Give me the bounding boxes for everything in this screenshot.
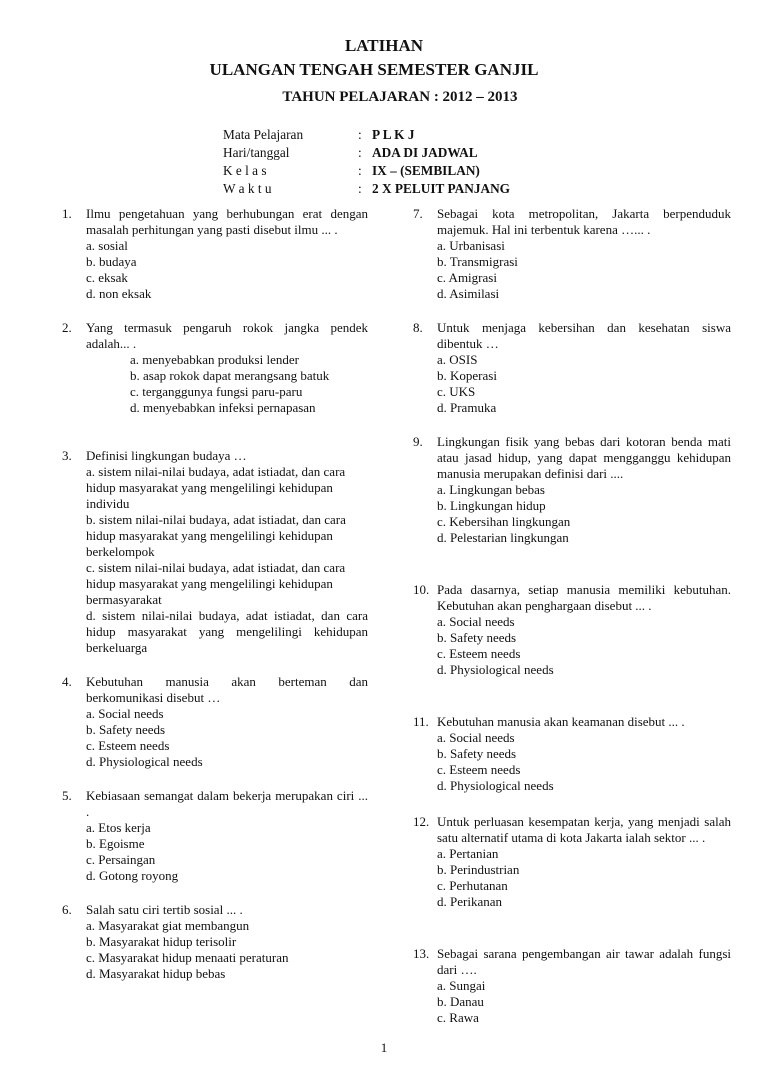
option-b: b. Koperasi bbox=[437, 368, 497, 383]
question-text: Pada dasarnya, setiap manusia memiliki kebutuhan. Kebutuhan akan penghargaan disebut ... . bbox=[437, 582, 731, 613]
question-number: 5. bbox=[62, 788, 72, 803]
info-label: W a k t u bbox=[223, 181, 272, 196]
option-c: c. Rawa bbox=[437, 1010, 479, 1025]
option-c: c. Esteem needs bbox=[86, 738, 170, 753]
question-2 bbox=[62, 320, 368, 448]
option-c: c. Esteem needs bbox=[437, 762, 521, 777]
option-d: d. Physiological needs bbox=[437, 662, 554, 677]
question-text: Lingkungan fisik yang bebas dari kotoran benda mati atau jasad hidup, yang dapat mengganggu kehidupan manusia merupakan definisi dari .... bbox=[437, 434, 731, 481]
info-colon: : bbox=[358, 145, 362, 160]
question-number: 13. bbox=[413, 946, 430, 961]
right-column bbox=[413, 206, 731, 1026]
question-6 bbox=[62, 902, 368, 982]
option-a: a. sosial bbox=[86, 238, 128, 253]
option-a: a. menyebabkan produksi lender bbox=[130, 352, 299, 367]
question-number: 12. bbox=[413, 814, 430, 829]
option-d: d. Perikanan bbox=[437, 894, 502, 909]
exam-info-block bbox=[223, 127, 510, 199]
question-number: 8. bbox=[413, 320, 423, 335]
option-a: a. Sungai bbox=[437, 978, 486, 993]
option-d: d. Physiological needs bbox=[437, 778, 554, 793]
question-12 bbox=[413, 814, 731, 946]
option-c: c. terganggunya fungsi paru-paru bbox=[130, 384, 303, 399]
question-number: 2. bbox=[62, 320, 72, 335]
question-number: 10. bbox=[413, 582, 430, 597]
info-label: K e l a s bbox=[223, 163, 267, 178]
option-c: c. eksak bbox=[86, 270, 128, 285]
info-value: IX – (SEMBILAN) bbox=[372, 163, 480, 178]
option-b: b. asap rokok dapat merangsang batuk bbox=[130, 368, 330, 383]
option-b: b. Safety needs bbox=[437, 630, 517, 645]
question-1 bbox=[62, 206, 368, 320]
option-d: d. Pramuka bbox=[437, 400, 497, 415]
option-a: a. Urbanisasi bbox=[437, 238, 505, 253]
question-number: 3. bbox=[62, 448, 72, 463]
option-a: a. Masyarakat giat membangun bbox=[86, 918, 250, 933]
option-d: d. Gotong royong bbox=[86, 868, 179, 883]
option-c: c. Persaingan bbox=[86, 852, 156, 867]
question-9 bbox=[413, 434, 731, 582]
question-number: 7. bbox=[413, 206, 423, 221]
question-number: 4. bbox=[62, 674, 72, 689]
option-b: b. Perindustrian bbox=[437, 862, 520, 877]
left-column bbox=[62, 206, 368, 982]
question-3 bbox=[62, 448, 368, 674]
option-c: c. Esteem needs bbox=[437, 646, 521, 661]
question-number: 11. bbox=[413, 714, 429, 729]
question-text: Untuk perluasan kesempatan kerja, yang menjadi salah satu alternatif utama di kota Jakarta ialah sektor ... . bbox=[437, 814, 731, 845]
question-number: 9. bbox=[413, 434, 423, 449]
option-d: d. menyebabkan infeksi pernapasan bbox=[130, 400, 316, 415]
info-row-time bbox=[223, 181, 510, 199]
info-value: P L K J bbox=[372, 127, 415, 142]
question-4 bbox=[62, 674, 368, 788]
question-text: Kebutuhan manusia akan berteman dan berkomunikasi disebut … bbox=[86, 674, 368, 705]
option-b: b. sistem nilai-nilai budaya, adat istiadat, dan cara hidup masyarakat yang mengelilingi kehidupan berkelompok bbox=[86, 512, 346, 559]
info-colon: : bbox=[358, 127, 362, 142]
question-text: Yang termasuk pengaruh rokok jangka pendek adalah... . bbox=[86, 320, 368, 351]
option-c: c. Perhutanan bbox=[437, 878, 508, 893]
info-label: Hari/tanggal bbox=[223, 145, 290, 160]
info-row-date bbox=[223, 145, 510, 163]
question-13 bbox=[413, 946, 731, 1026]
question-text: Kebutuhan manusia akan keamanan disebut ... . bbox=[437, 714, 685, 729]
option-b: b. Danau bbox=[437, 994, 484, 1009]
question-8 bbox=[413, 320, 731, 434]
option-a: a. Social needs bbox=[86, 706, 164, 721]
option-b: b. Transmigrasi bbox=[437, 254, 518, 269]
option-c: c. Masyarakat hidup menaati peraturan bbox=[86, 950, 289, 965]
option-d: d. non eksak bbox=[86, 286, 152, 301]
info-row-class bbox=[223, 163, 510, 181]
title-latihan: LATIHAN bbox=[344, 36, 424, 55]
option-c: c. Kebersihan lingkungan bbox=[437, 514, 571, 529]
title-exam-name: ULANGAN TENGAH SEMESTER GANJIL bbox=[209, 60, 539, 79]
question-10 bbox=[413, 582, 731, 714]
option-c: c. UKS bbox=[437, 384, 476, 399]
option-a: a. sistem nilai-nilai budaya, adat istiadat, dan cara hidup masyarakat yang mengelilingi kehidupan individu bbox=[86, 464, 346, 511]
option-c: c. sistem nilai-nilai budaya, adat istiadat, dan cara hidup masyarakat yang mengelilingi kehidupan bermasyarakat bbox=[86, 560, 346, 607]
option-a: a. Social needs bbox=[437, 730, 515, 745]
question-text: Sebagai sarana pengembangan air tawar adalah fungsi dari …. bbox=[437, 946, 731, 977]
option-b: b. Masyarakat hidup terisolir bbox=[86, 934, 237, 949]
question-5 bbox=[62, 788, 368, 902]
option-a: a. OSIS bbox=[437, 352, 478, 367]
option-b: b. Safety needs bbox=[437, 746, 517, 761]
option-d: d. Masyarakat hidup bebas bbox=[86, 966, 226, 981]
question-text: Ilmu pengetahuan yang berhubungan erat dengan masalah perhitungan yang pasti disebut ilmu ... . bbox=[86, 206, 368, 237]
info-row-subject bbox=[223, 127, 510, 145]
option-d: d. sistem nilai-nilai budaya, adat istiadat, dan cara hidup masyarakat yang mengelilingi kehidupan berkeluarga bbox=[86, 608, 368, 655]
option-b: b. Lingkungan hidup bbox=[437, 498, 546, 513]
page-number: 1 bbox=[380, 1040, 388, 1055]
info-label: Mata Pelajaran bbox=[223, 127, 304, 142]
question-text: Salah satu ciri tertib sosial ... . bbox=[86, 902, 243, 917]
option-a: a. Etos kerja bbox=[86, 820, 151, 835]
info-value: ADA DI JADWAL bbox=[372, 145, 478, 160]
option-b: b. Egoisme bbox=[86, 836, 145, 851]
question-11 bbox=[413, 714, 731, 814]
option-c: c. Amigrasi bbox=[437, 270, 497, 285]
title-academic-year: TAHUN PELAJARAN : 2012 – 2013 bbox=[282, 89, 518, 105]
option-a: a. Social needs bbox=[437, 614, 515, 629]
question-7 bbox=[413, 206, 731, 320]
option-d: d. Pelestarian lingkungan bbox=[437, 530, 569, 545]
option-d: d. Physiological needs bbox=[86, 754, 203, 769]
option-a: a. Lingkungan bebas bbox=[437, 482, 545, 497]
option-b: b. budaya bbox=[86, 254, 137, 269]
question-number: 1. bbox=[62, 206, 72, 221]
info-colon: : bbox=[358, 181, 362, 196]
question-text: Untuk menjaga kebersihan dan kesehatan siswa dibentuk … bbox=[437, 320, 731, 351]
info-value: 2 X PELUIT PANJANG bbox=[372, 181, 511, 196]
option-b: b. Safety needs bbox=[86, 722, 166, 737]
info-colon: : bbox=[358, 163, 362, 178]
question-text: Sebagai kota metropolitan, Jakarta berpenduduk majemuk. Hal ini terbentuk karena …... . bbox=[437, 206, 731, 237]
question-text: Kebiasaan semangat dalam bekerja merupakan ciri ... . bbox=[86, 788, 368, 819]
option-d: d. Asimilasi bbox=[437, 286, 500, 301]
question-text: Definisi lingkungan budaya … bbox=[86, 448, 247, 463]
option-a: a. Pertanian bbox=[437, 846, 499, 861]
question-number: 6. bbox=[62, 902, 72, 917]
